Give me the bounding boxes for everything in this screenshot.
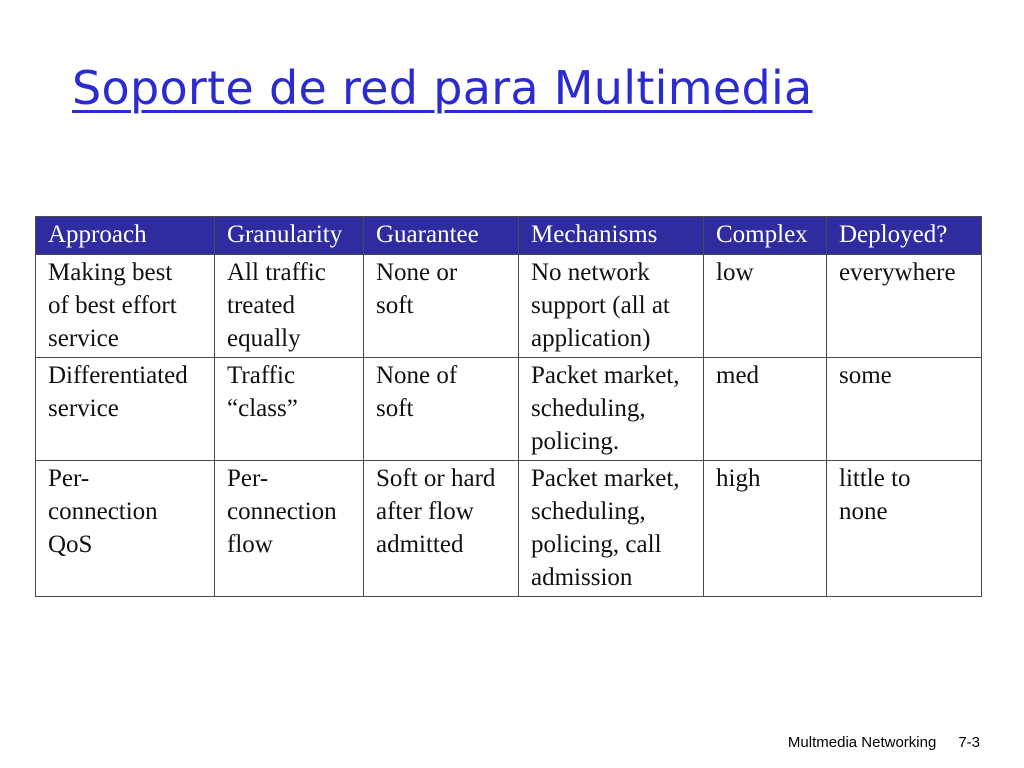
- header-mechanisms: Mechanisms: [519, 217, 704, 255]
- cell-approach: Differentiated service: [36, 358, 215, 461]
- table-header-row: [36, 217, 982, 255]
- cell-mechanisms: Packet market, scheduling, policing, call admission: [519, 461, 704, 597]
- cell-deployed: little to none: [827, 461, 982, 597]
- header-complex: Complex: [704, 217, 827, 255]
- table-row: [36, 461, 982, 597]
- comparison-table-container: [35, 216, 981, 597]
- slide-title: Soporte de red para Multimedia: [72, 61, 813, 115]
- cell-mechanisms: Packet market, scheduling, policing.: [519, 358, 704, 461]
- comparison-table: [35, 216, 982, 597]
- footer-label: Multmedia Networking: [787, 734, 937, 751]
- page-number: 7-3: [958, 734, 980, 751]
- table-row: [36, 255, 982, 358]
- cell-granularity: Per- connection flow: [215, 461, 364, 597]
- cell-granularity: Traffic “class”: [215, 358, 364, 461]
- cell-complex: high: [704, 461, 827, 597]
- cell-approach: Making best of best effort service: [36, 255, 215, 358]
- cell-granularity: All traffic treated equally: [215, 255, 364, 358]
- cell-guarantee: None of soft: [364, 358, 519, 461]
- cell-guarantee: None or soft: [364, 255, 519, 358]
- header-approach: Approach: [36, 217, 215, 255]
- cell-deployed: some: [827, 358, 982, 461]
- header-granularity: Granularity: [215, 217, 364, 255]
- slide-footer: [788, 734, 980, 751]
- cell-mechanisms: No network support (all at application): [519, 255, 704, 358]
- cell-approach: Per- connection QoS: [36, 461, 215, 597]
- cell-guarantee: Soft or hard after flow admitted: [364, 461, 519, 597]
- header-deployed: Deployed?: [827, 217, 982, 255]
- header-guarantee: Guarantee: [364, 217, 519, 255]
- table-row: [36, 358, 982, 461]
- cell-complex: med: [704, 358, 827, 461]
- cell-deployed: everywhere: [827, 255, 982, 358]
- cell-complex: low: [704, 255, 827, 358]
